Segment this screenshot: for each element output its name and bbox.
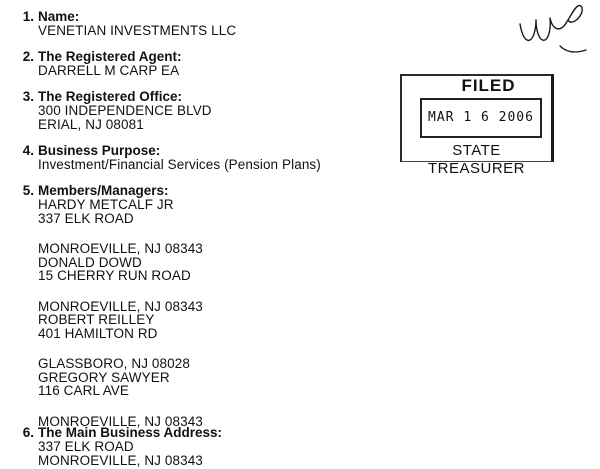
section-title: Members/Managers: xyxy=(38,183,169,198)
section-title: Name: xyxy=(38,9,80,24)
section-title: The Registered Office: xyxy=(38,89,183,104)
member-line: GREGORY SAWYER xyxy=(38,369,170,385)
member-address-block xyxy=(14,198,394,225)
business-city: MONROEVILLE, NJ 08343 xyxy=(38,452,203,468)
member-line: 116 CARL AVE xyxy=(38,383,129,398)
stamp-date: MAR 1 6 2006 xyxy=(428,110,534,125)
section-name xyxy=(14,10,394,38)
section-number: 5. xyxy=(22,183,34,198)
filed-stamp xyxy=(400,74,554,177)
section-title: The Main Business Address: xyxy=(38,425,223,440)
member-line: DONALD DOWD xyxy=(38,254,142,270)
section-title: Business Purpose: xyxy=(38,143,161,158)
section-registered-agent xyxy=(14,50,394,78)
section-number: 4. xyxy=(22,143,34,158)
office-city: ERIAL, NJ 08081 xyxy=(38,116,144,132)
company-name: VENETIAN INVESTMENTS LLC xyxy=(38,23,237,38)
member-line: 337 ELK ROAD xyxy=(38,210,134,226)
member-line: ROBERT REILLEY xyxy=(38,312,155,327)
member-line: MONROEVILLE, NJ 08343 xyxy=(38,413,203,429)
section-title: The Registered Agent: xyxy=(38,49,182,64)
section-number: 2. xyxy=(22,49,34,64)
handwritten-initials xyxy=(514,2,594,58)
member-line: 15 CHERRY RUN ROAD xyxy=(38,268,191,283)
member-line: HARDY METCALF JR xyxy=(38,197,174,212)
business-street: 337 ELK ROAD xyxy=(38,439,134,454)
section-members-managers xyxy=(14,184,394,428)
section-registered-office xyxy=(14,90,394,131)
member-line: MONROEVILLE, NJ 08343 xyxy=(38,298,203,314)
business-purpose-text: Investment/Financial Services (Pension Plans) xyxy=(38,157,321,172)
member-address-block xyxy=(14,242,394,283)
section-business-purpose xyxy=(14,144,394,172)
section-number: 1. xyxy=(22,9,34,24)
member-line: GLASSBORO, NJ 08028 xyxy=(38,356,190,371)
registered-agent-name: DARRELL M CARP EA xyxy=(38,63,180,78)
section-number: 6. xyxy=(22,425,34,440)
member-line: 401 HAMILTON RD xyxy=(38,325,158,341)
office-street: 300 INDEPENDENCE BLVD xyxy=(38,103,212,118)
stamp-office: STATE TREASURER xyxy=(427,142,525,177)
member-address-block xyxy=(14,357,394,398)
stamp-date-box xyxy=(420,98,542,138)
stamp-filed-label: FILED xyxy=(461,76,516,95)
member-address-block xyxy=(14,300,394,341)
section-number: 3. xyxy=(22,89,34,104)
section-main-business-address xyxy=(14,426,394,467)
member-line: MONROEVILLE, NJ 08343 xyxy=(38,241,203,256)
